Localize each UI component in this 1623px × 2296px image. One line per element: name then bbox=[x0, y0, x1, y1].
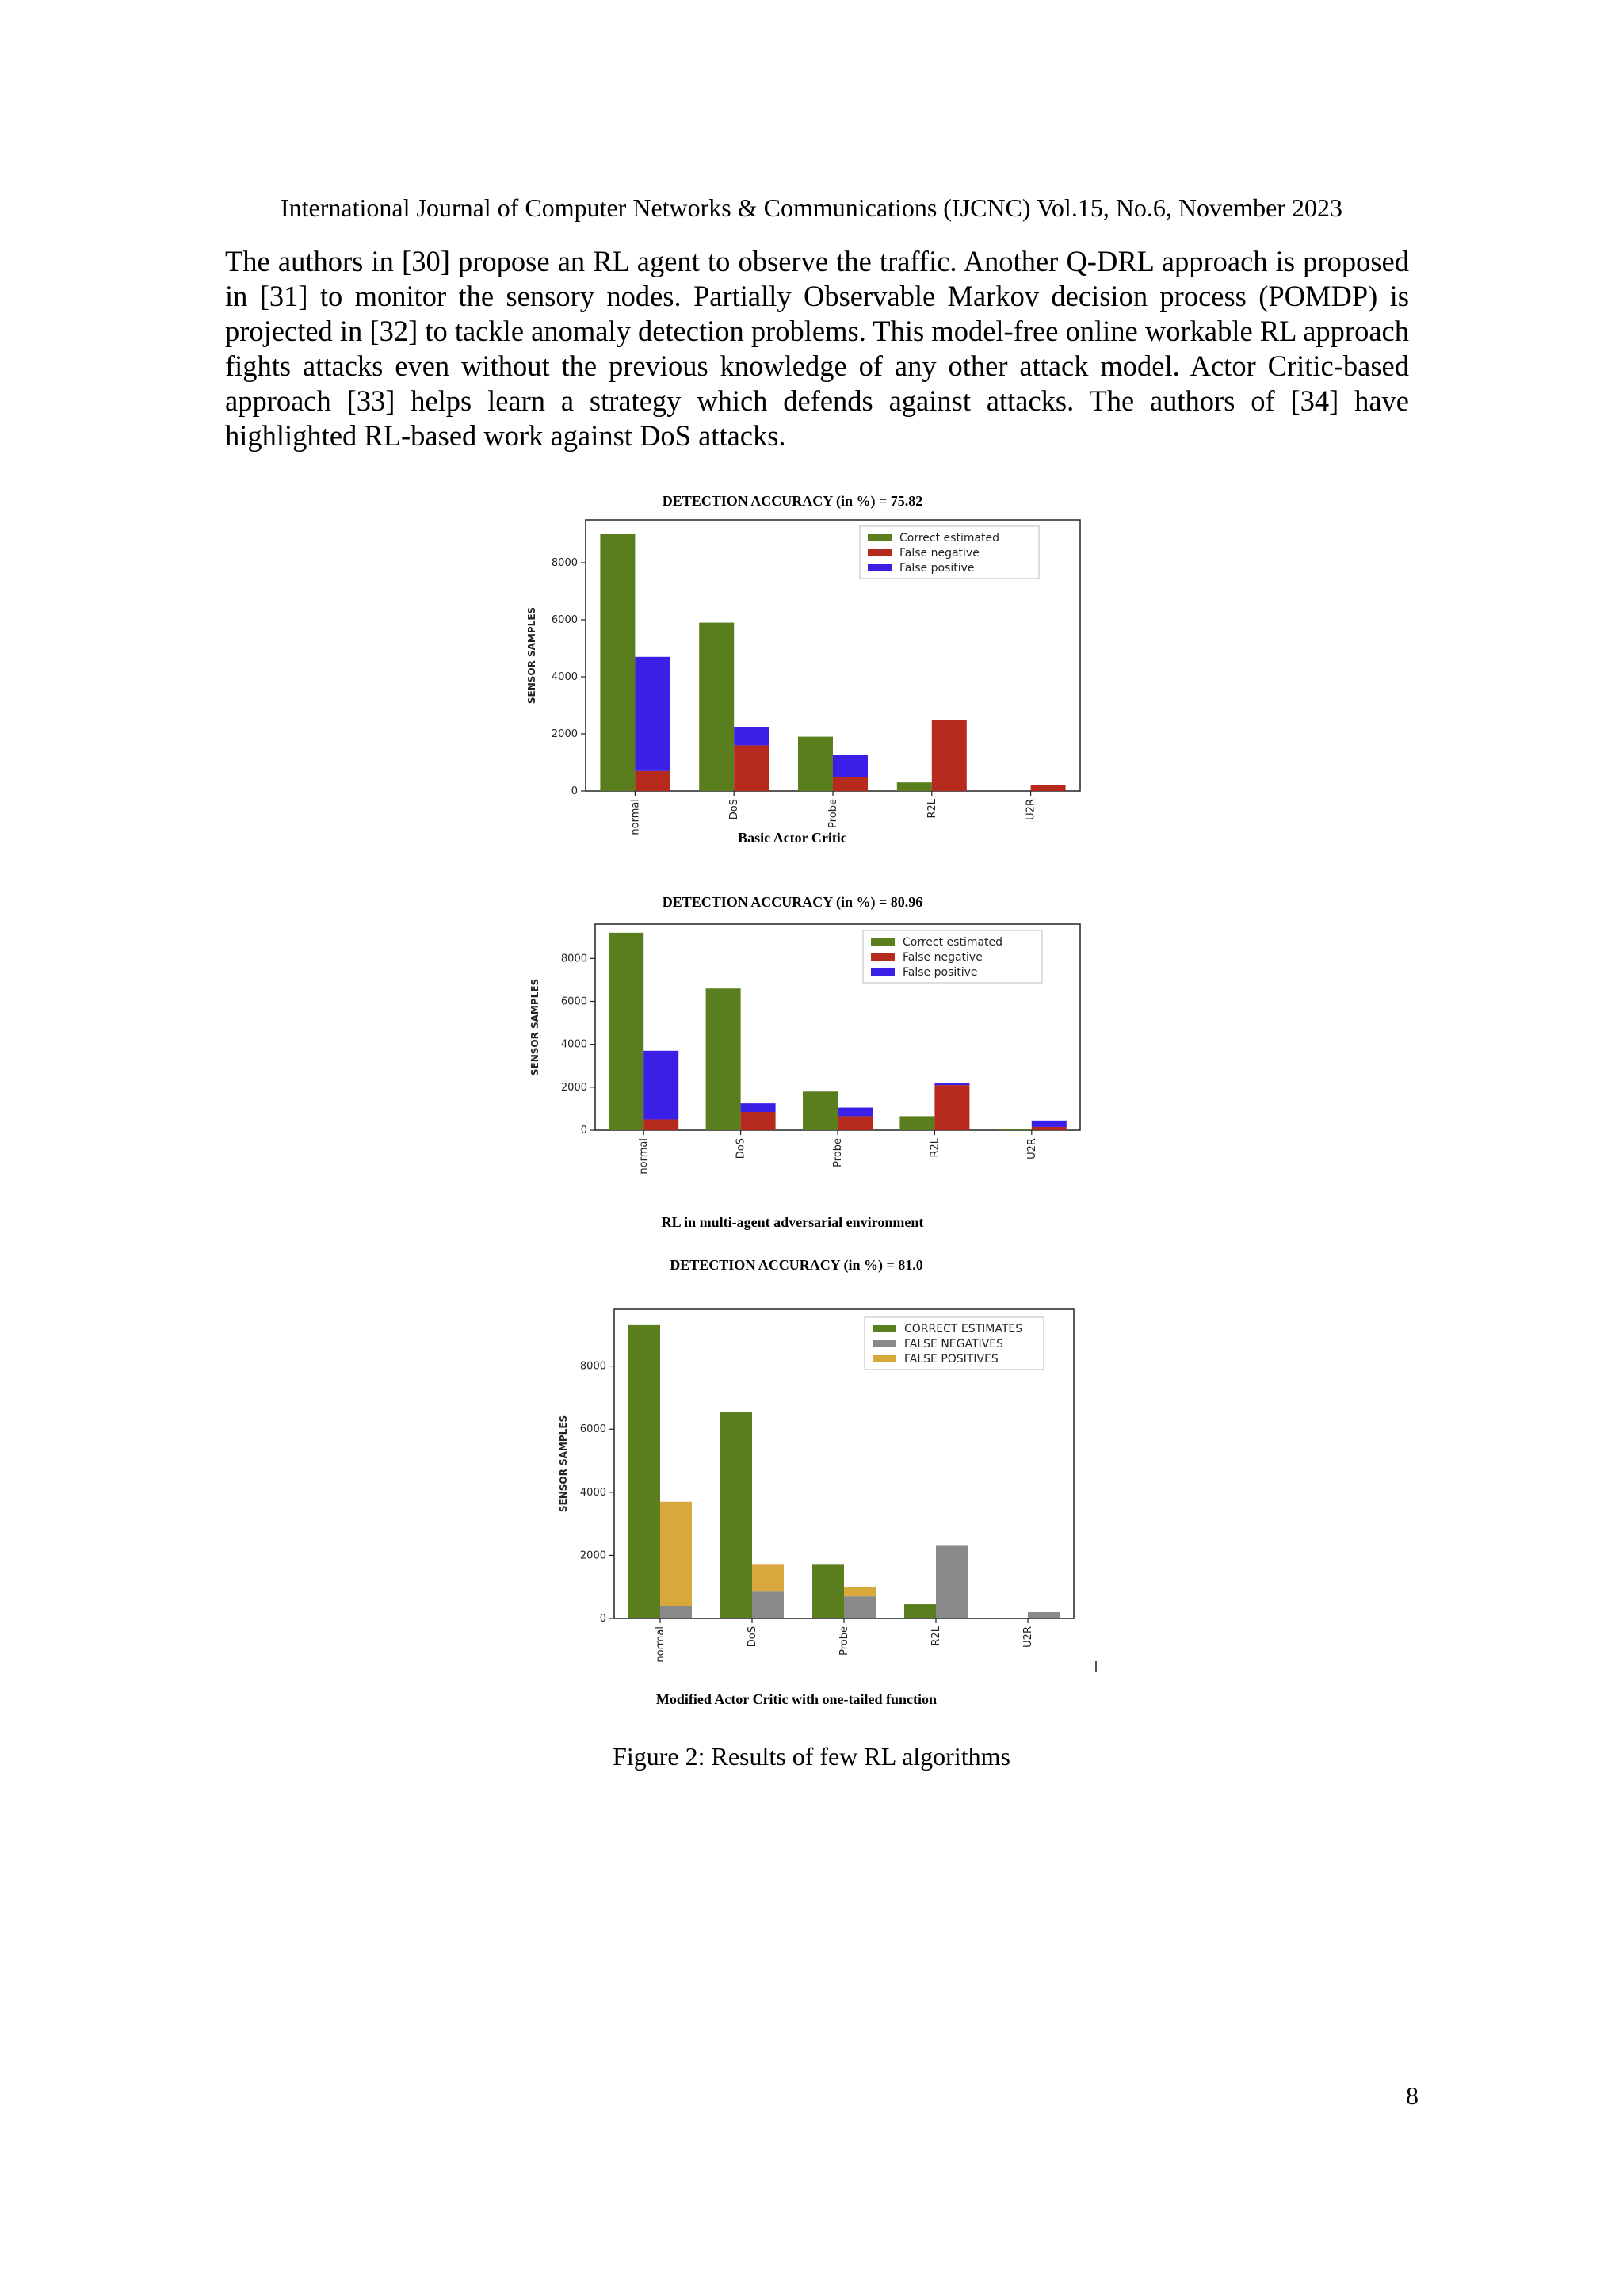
legend-swatch bbox=[871, 938, 895, 946]
x-tick-label: U2R bbox=[1025, 1138, 1038, 1159]
x-axis-label: RL in multi-agent adversarial environment bbox=[661, 1214, 924, 1230]
bar-false-negative bbox=[741, 1112, 776, 1130]
bar-false-negative bbox=[936, 1545, 968, 1618]
bar-false-positive bbox=[844, 1587, 876, 1596]
y-tick-label: 4000 bbox=[551, 671, 578, 683]
y-tick-label: 2000 bbox=[551, 728, 578, 740]
x-tick-label: DoS bbox=[735, 1138, 747, 1159]
bar-correct bbox=[897, 782, 932, 791]
y-tick-label: 6000 bbox=[579, 1423, 606, 1436]
legend-swatch bbox=[868, 534, 892, 541]
chart-modified-actor-critic bbox=[519, 1254, 1121, 1713]
figure-caption: Figure 2: Results of few RL algorithms bbox=[613, 1742, 1010, 1771]
y-tick-label: 6000 bbox=[551, 614, 578, 626]
bar-correct bbox=[609, 933, 643, 1130]
legend-swatch bbox=[871, 968, 895, 976]
bar-correct bbox=[628, 1325, 660, 1618]
bar-correct bbox=[699, 623, 734, 791]
bar-false-negative bbox=[752, 1591, 784, 1618]
legend-label: FALSE NEGATIVES bbox=[904, 1338, 1003, 1350]
legend-swatch bbox=[871, 953, 895, 961]
bar-false-negative bbox=[1032, 1127, 1067, 1130]
bar-correct bbox=[997, 1129, 1032, 1130]
x-tick-label: R2L bbox=[929, 1138, 941, 1158]
bar-false-negative bbox=[1031, 785, 1066, 791]
bar-false-positive bbox=[643, 1051, 678, 1120]
x-tick-label: DoS bbox=[728, 799, 741, 820]
bar-correct bbox=[720, 1412, 752, 1618]
y-tick-label: 8000 bbox=[551, 557, 578, 569]
bar-false-positive bbox=[833, 755, 868, 777]
x-tick-label: U2R bbox=[1022, 1626, 1034, 1648]
legend-label: False positive bbox=[903, 966, 978, 979]
body-paragraph: The authors in [30] propose an RL agent to observe the traffic. Another Q-DRL approach is proposed in [31] to monitor the sensory nodes. Partially Observable Markov decision process (POMDP) is projected in [32] to tackle anomaly detection problems. This model-free online workable RL approach fights attacks even without the previous knowledge of any other attack model. Actor Critic-based approach [33] helps learn a strategy which defends against attacks. The authors of [34] have highlighted RL-based work against DoS attacks. bbox=[225, 245, 1409, 452]
y-axis-label: SENSOR SAMPLES bbox=[526, 606, 537, 705]
y-tick-label: 4000 bbox=[579, 1486, 606, 1499]
bar-false-negative bbox=[934, 1085, 969, 1130]
legend-label: False positive bbox=[899, 562, 975, 575]
bar-correct bbox=[600, 534, 635, 791]
chart-basic-actor-critic bbox=[519, 490, 1121, 854]
x-tick-label: Probe bbox=[838, 1626, 850, 1656]
x-tick-label: R2L bbox=[930, 1626, 942, 1646]
x-tick-label: U2R bbox=[1025, 799, 1037, 820]
bar-correct bbox=[803, 1091, 838, 1130]
chart-multi-agent bbox=[519, 891, 1121, 1255]
legend-label: CORRECT ESTIMATES bbox=[904, 1323, 1023, 1335]
x-tick-label: normal bbox=[629, 799, 642, 835]
x-tick-label: Probe bbox=[832, 1138, 844, 1167]
y-tick-label: 8000 bbox=[560, 953, 587, 965]
bar-false-negative bbox=[932, 720, 967, 791]
x-tick-label: normal bbox=[655, 1626, 666, 1663]
legend-label: FALSE POSITIVES bbox=[904, 1353, 999, 1366]
chart-title: DETECTION ACCURACY (in %) = 75.82 bbox=[662, 493, 923, 509]
chart-title: DETECTION ACCURACY (in %) = 81.0 bbox=[670, 1257, 923, 1273]
bar-false-positive bbox=[934, 1083, 969, 1085]
legend-swatch bbox=[868, 549, 892, 556]
bar-false-positive bbox=[838, 1108, 873, 1117]
x-tick-label: R2L bbox=[926, 799, 938, 819]
legend-swatch bbox=[873, 1355, 896, 1362]
bar-correct bbox=[899, 1116, 934, 1130]
x-tick-label: normal bbox=[638, 1138, 651, 1175]
bar-false-negative bbox=[660, 1606, 692, 1618]
y-axis-label: SENSOR SAMPLES bbox=[558, 1415, 569, 1513]
running-head: International Journal of Computer Networks & Communications (IJCNC) Vol.15, No.6, November 2023 bbox=[281, 193, 1342, 222]
bar-false-positive bbox=[752, 1564, 784, 1591]
x-tick-label: DoS bbox=[747, 1626, 758, 1648]
legend-label: False negative bbox=[899, 547, 980, 560]
y-tick-label: 6000 bbox=[560, 995, 587, 1008]
legend-swatch bbox=[873, 1325, 896, 1332]
x-axis-label: Basic Actor Critic bbox=[738, 830, 847, 846]
chart-svg-3 bbox=[519, 1254, 1121, 1713]
bar-false-negative bbox=[833, 777, 868, 791]
y-tick-label: 8000 bbox=[579, 1360, 606, 1373]
bar-false-negative bbox=[1028, 1612, 1060, 1618]
y-tick-label: 4000 bbox=[560, 1038, 587, 1051]
bar-false-negative bbox=[844, 1596, 876, 1618]
chart-svg-1 bbox=[519, 490, 1121, 854]
y-tick-label: 2000 bbox=[579, 1549, 606, 1562]
x-axis-label: Modified Actor Critic with one-tailed function bbox=[655, 1691, 938, 1707]
y-axis-label: SENSOR SAMPLES bbox=[529, 978, 540, 1076]
y-tick-label: 2000 bbox=[560, 1081, 587, 1094]
page-number: 8 bbox=[1406, 2081, 1419, 2110]
bar-false-positive bbox=[734, 727, 769, 745]
legend-label: Correct estimated bbox=[899, 532, 1000, 544]
bar-correct bbox=[706, 988, 741, 1130]
bar-correct bbox=[904, 1604, 936, 1618]
legend-swatch bbox=[873, 1340, 896, 1347]
legend-label: Correct estimated bbox=[903, 936, 1003, 949]
bar-false-positive bbox=[660, 1502, 692, 1606]
bar-false-positive bbox=[741, 1103, 776, 1112]
legend-swatch bbox=[868, 564, 892, 571]
y-tick-label: 0 bbox=[571, 785, 578, 797]
bar-false-negative bbox=[635, 771, 670, 791]
y-tick-label: 0 bbox=[580, 1125, 587, 1137]
chart-svg-2 bbox=[519, 891, 1121, 1255]
bar-false-negative bbox=[643, 1119, 678, 1130]
x-tick-label: Probe bbox=[827, 799, 839, 828]
bar-correct bbox=[798, 737, 833, 791]
stray-tick-mark bbox=[1095, 1661, 1097, 1672]
legend-label: False negative bbox=[903, 951, 983, 964]
bar-false-positive bbox=[635, 657, 670, 771]
y-tick-label: 0 bbox=[599, 1613, 606, 1625]
bar-false-positive bbox=[1032, 1121, 1067, 1127]
bar-false-negative bbox=[838, 1116, 873, 1130]
chart-title: DETECTION ACCURACY (in %) = 80.96 bbox=[662, 894, 923, 910]
bar-false-negative bbox=[734, 745, 769, 791]
bar-correct bbox=[812, 1564, 844, 1618]
